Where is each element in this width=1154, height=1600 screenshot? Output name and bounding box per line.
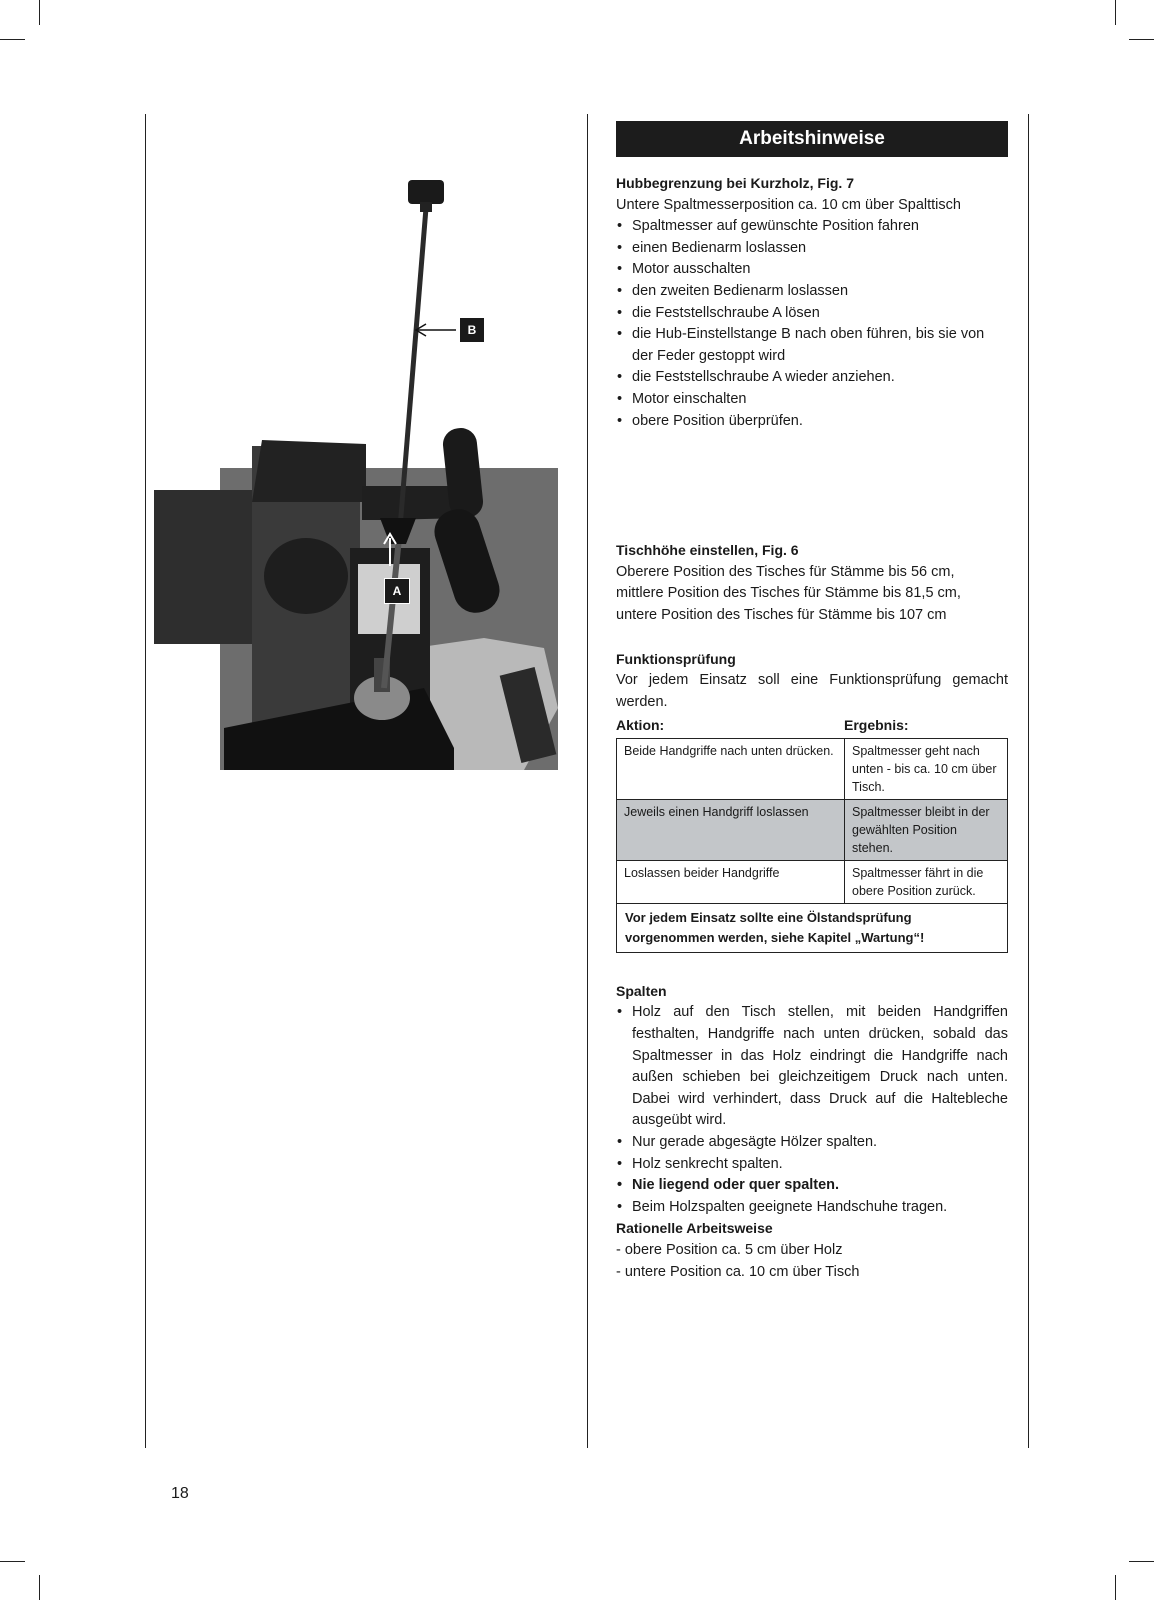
page-number: 18 [171,1485,189,1502]
action-cell: Beide Handgriffe nach unten drücken. [617,738,845,799]
column-top [252,440,366,502]
steps-list [616,216,1008,432]
list-item: • Spaltmesser auf gewünschte Position fahren [616,216,1008,238]
crop-mark [39,1575,40,1600]
crop-mark [39,0,40,25]
text-line: mittlere Position des Tisches für Stämme bis 81,5 cm, [616,585,961,602]
heading-funktionspruefung: Funktionsprüfung [616,650,736,667]
table-row [617,860,1008,903]
intro-text: Untere Spaltmesserposition ca. 10 cm über Spalttisch [616,196,961,213]
callout-b: B [460,318,484,342]
left-beam [154,490,254,644]
table-row [617,799,1008,860]
list-item: • Motor ausschalten [616,259,1008,281]
content-column [616,121,1008,1283]
crop-mark [1115,0,1116,25]
heading-rationelle-arbeitsweise: Rationelle Arbeitsweise [616,1220,773,1237]
column-rule-right [1028,114,1029,1448]
text-line: - obere Position ca. 5 cm über Holz [616,1242,843,1258]
heading-tischhoehe: Tischhöhe einstellen, Fig. 6 [616,542,799,559]
function-table [616,738,1008,904]
crop-mark [0,1561,25,1562]
list-item: • den zweiten Bedienarm loslassen [616,281,1008,303]
list-item: • Nur gerade abgesägte Hölzer spalten. [616,1132,1008,1154]
list-item: • einen Bedienarm loslassen [616,238,1008,260]
heading-hubbegrenzung: Hubbegrenzung bei Kurzholz, Fig. 7 [616,175,854,191]
splitting-list [616,1002,1008,1218]
list-item: • Nie liegend oder quer spalten. [616,1175,1008,1197]
result-cell: Spaltmesser geht nach unten - bis ca. 10 cm über Tisch. [845,738,1008,799]
table-row [617,738,1008,799]
text-line: untere Position des Tisches für Stämme bis 107 cm [616,606,947,623]
list-item: • Beim Holzspalten geeignete Handschuhe tragen. [616,1197,1008,1219]
text-line: Oberere Position des Tisches für Stämme bis 56 cm, [616,563,955,580]
crop-mark [1129,1561,1154,1562]
col-action-label: Aktion: [616,717,665,734]
action-cell: Loslassen beider Handgriffe [617,860,845,903]
list-item: • die Hub-Einstellstange B nach oben führen, bis sie von der Feder gestoppt wird [616,324,1008,367]
list-item: • die Feststellschraube A wieder anziehen. [616,367,1008,389]
table-header [616,715,1008,737]
oil-check-note: Vor jedem Einsatz sollte eine Ölstandsprüfung vorgenommen werden, siehe Kapitel „Wartung“! [616,904,1008,953]
figure-photo [154,168,568,770]
list-item: • Holz senkrecht spalten. [616,1154,1008,1176]
col-result-label: Ergebnis: [844,717,909,734]
heading-spalten: Spalten [616,982,667,999]
result-cell: Spaltmesser bleibt in der gewählten Position stehen. [845,799,1008,860]
crop-mark [1129,39,1154,40]
list-item: • Holz auf den Tisch stellen, mit beiden Handgriffen festhalten, Handgriffe nach unten drücken, sobald das Spaltmesser in das Holz eindringt die Handgriffe nach außen schieben bei gleichzeitigem Druck nach unten. Dabei wird verhindert, dass Druck auf die Haltebleche ausgeübt wird. [616,1002,1008,1132]
function-check-text: Vor jedem Einsatz soll eine Funktionsprüfung gemacht werden. [616,672,1008,710]
result-cell: Spaltmesser fährt in die obere Position zurück. [845,860,1008,903]
callout-a: A [384,578,410,604]
column-rule-middle [587,114,588,1448]
column-rule-left [145,114,146,1448]
rod-knob-top [408,180,444,204]
list-item: • die Feststellschraube A lösen [616,303,1008,325]
column-hole [264,538,348,614]
crop-mark [0,39,25,40]
action-cell: Jeweils einen Handgriff loslassen [617,799,845,860]
section-header: Arbeitshinweise [616,121,1008,157]
text-line: - untere Position ca. 10 cm über Tisch [616,1263,860,1280]
crop-mark [1115,1575,1116,1600]
list-item: • obere Position überprüfen. [616,411,1008,433]
list-item: • Motor einschalten [616,389,1008,411]
